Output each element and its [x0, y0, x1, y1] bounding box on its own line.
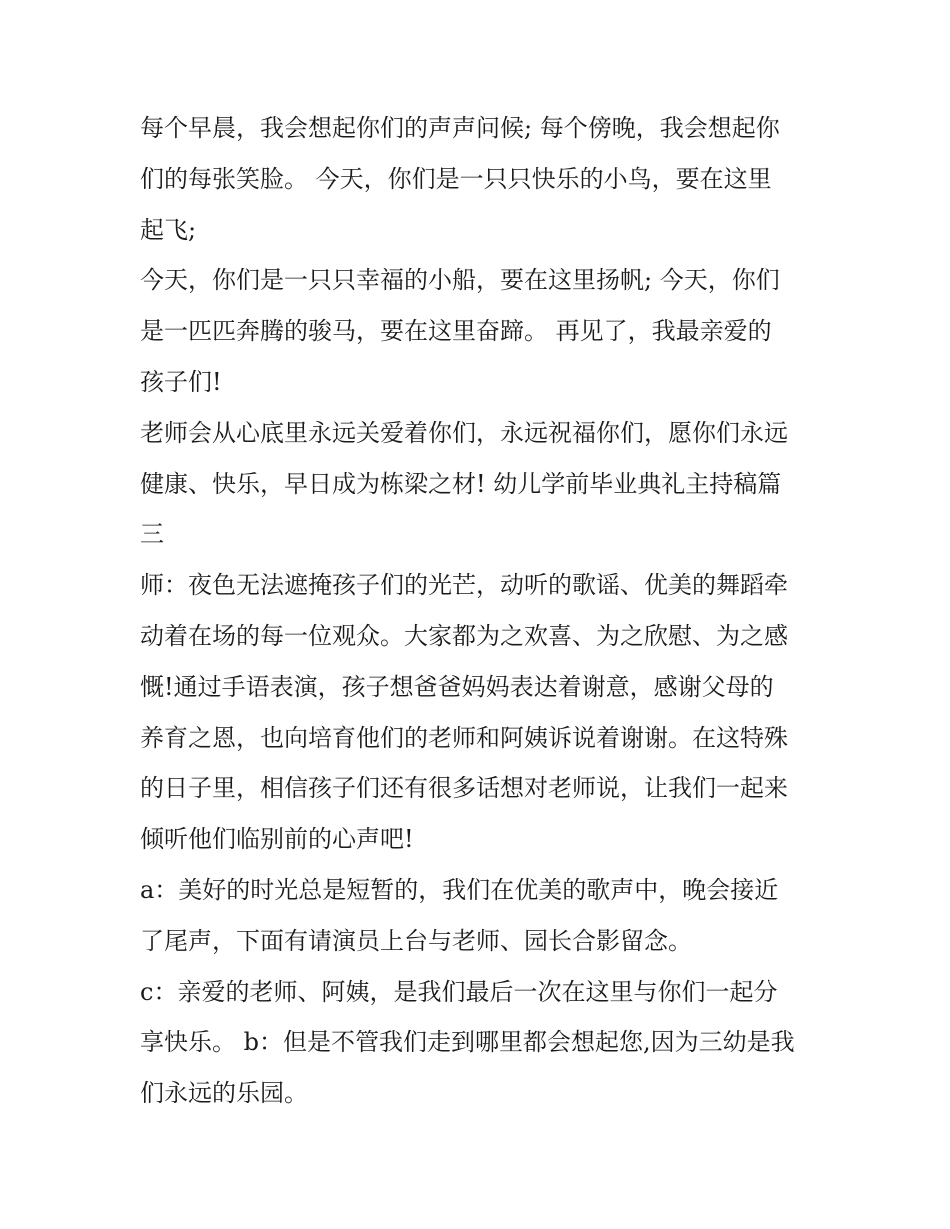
text-line: 动着在场的每一位观众。大家都为之欢喜、为之欣慰、为之感 [140, 621, 788, 650]
text-line: 师：夜色无法遮掩孩子们的光芒，动听的歌谣、优美的舞蹈牵 [140, 571, 788, 600]
text-line: 们的每张笑脸。 今天，你们是一只只快乐的小鸟，要在这里 [140, 164, 772, 193]
text-line: c：亲爱的老师、阿姨，是我们最后一次在这里与你们一起分 [140, 977, 778, 1006]
text-line: 了尾声，下面有请演员上台与老师、园长合影留念。 [140, 926, 692, 955]
text-line: 老师会从心底里永远关爱着你们，永远祝福你们，愿你们永远 [140, 418, 788, 447]
text-line: 养育之恩，也向培育他们的老师和阿姨诉说着谢谢。在这特殊 [140, 723, 788, 752]
text-line: 三 [140, 520, 164, 549]
text-line: 的日子里，相信孩子们还有很多话想对老师说，让我们一起来 [140, 774, 788, 803]
text-line: 孩子们! [140, 367, 222, 396]
text-line: 们永远的乐园。 [140, 1079, 308, 1108]
text-line: a：美好的时光总是短暂的，我们在优美的歌声中，晚会接近 [140, 875, 779, 904]
document-body [140, 103, 820, 1119]
text-line: 今天，你们是一只只幸福的小船，要在这里扬帆; 今天，你们 [140, 266, 780, 295]
text-line: 享快乐。 b：但是不管我们走到哪里都会想起您,因为三幼是我 [140, 1028, 795, 1057]
text-line: 是一匹匹奔腾的骏马，要在这里奋蹄。 再见了，我最亲爱的 [140, 317, 772, 346]
text-line: 倾听他们临别前的心声吧! [140, 825, 414, 854]
text-line: 慨!通过手语表演，孩子想爸爸妈妈表达着谢意，感谢父母的 [140, 672, 774, 701]
text-line: 健康、快乐，早日成为栋梁之材! 幼儿学前毕业典礼主持稿篇 [140, 469, 782, 498]
text-line: 每个早晨，我会想起你们的声声问候; 每个傍晚，我会想起你 [140, 114, 780, 142]
text-line: 起飞; [140, 215, 197, 244]
